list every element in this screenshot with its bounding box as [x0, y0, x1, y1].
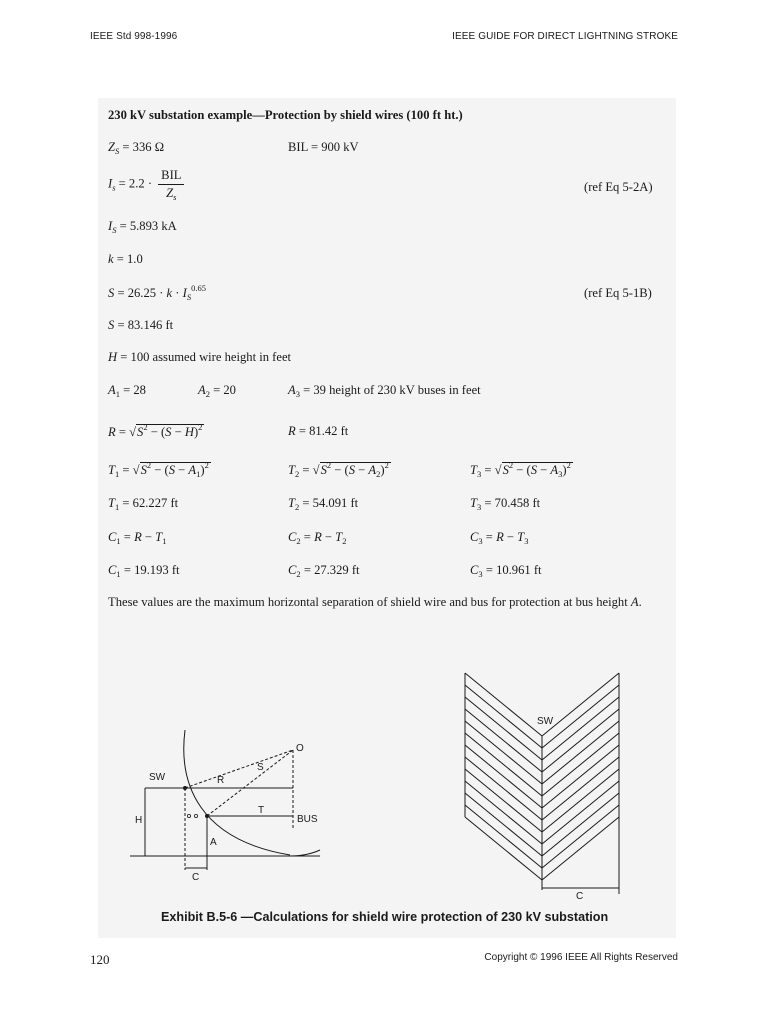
eq-c1-value: = 19.193 ft: [123, 563, 180, 577]
eq-t2-value: = 54.091 ft: [302, 496, 359, 510]
eq-s-result: S = 83.146 ft: [108, 318, 174, 332]
eq-c3-value: = 10.961 ft: [485, 563, 542, 577]
s-line: [185, 750, 293, 788]
eq-is-fraction: [158, 168, 184, 201]
ground-curve: [290, 850, 320, 856]
label-h: H: [135, 815, 143, 826]
eq-t3-formula: $T_3 = √S^2 - (S - A_3)^2$: [470, 460, 571, 479]
note-variable: A: [630, 595, 639, 609]
label-a: A: [210, 837, 217, 848]
label-o: O: [296, 743, 304, 754]
page-number: 120: [90, 952, 110, 967]
eq-bil: BIL = 900 kV: [288, 140, 359, 154]
eq-a3-value: = 39 height of 230 kV buses in feet: [303, 383, 481, 397]
eq-a1: $A_1 = 28$: [108, 383, 146, 399]
eq-is-lhs: = 2.2 ·: [118, 176, 153, 191]
eq-is-numerator: BIL: [158, 168, 184, 185]
eq-c3-result: $C_3 = 10.961$ ft: [470, 563, 542, 579]
eq-r-formula: $R = √S^2 - (S - H)^2$: [108, 422, 203, 439]
eq-a2: $A_2 = 20$: [198, 383, 236, 399]
eq-k: k = 1.0: [108, 252, 143, 266]
eq-is-formula: $I_s = 2.2$ · $\frac{\text{BIL}}{Z_s}$: [108, 168, 184, 201]
eq-a3: $A_3 = 39$ height of 230 kV buses in feet: [288, 383, 481, 399]
eq-c2-formula: $C_2 = R - T_2$: [288, 530, 347, 546]
eq-is-value: = 5.893 kA: [119, 219, 177, 233]
label-r: R: [217, 775, 225, 786]
eq-s-lhs: = 26.25 ·: [117, 286, 167, 300]
eq-s-reference: (ref Eq 5-1B): [584, 286, 652, 300]
protection-arc: [184, 730, 290, 855]
eq-is-result: $I_S = 5.893$ kA: [108, 219, 177, 235]
note-text: These values are the maximum horizontal separation of shield wire and bus for protection at bus height A.: [108, 595, 642, 609]
copyright-notice: Copyright © 1996 IEEE All Rights Reserved: [484, 952, 678, 963]
eq-a1-value: = 28: [123, 383, 146, 397]
bus-point-2: [194, 814, 197, 817]
eq-s-formula: $S = 26.25 \cdot k \cdot I_S^{0.65}$: [108, 283, 206, 302]
bus-point-1: [187, 814, 190, 817]
eq-t2-formula: $T_2 = √S^2 - (S - A_2)^2$: [288, 460, 389, 479]
label-sw-zone: SW: [537, 716, 554, 727]
eq-r-value: = 81.42 ft: [298, 424, 349, 438]
shield-wire-point: [183, 786, 187, 790]
eq-c2-result: $C_2 = 27.329$ ft: [288, 563, 360, 579]
label-bus: BUS: [297, 814, 318, 825]
eq-c1-formula: $C_1 = R - T_1$: [108, 530, 167, 546]
header-standard-id: IEEE Std 998-1996: [90, 31, 178, 42]
eq-c1-result: $C_1 = 19.193$ ft: [108, 563, 180, 579]
eq-r-result: R = 81.42 ft: [288, 424, 349, 438]
eq-t1-value: = 62.227 ft: [122, 496, 179, 510]
label-c: C: [192, 872, 200, 882]
eq-s-exponent: 0.65: [191, 283, 206, 293]
note-body: These values are the maximum horizontal separation of shield wire and bus for protection at bus height: [108, 595, 628, 609]
eq-zs: $Z_S = 336$ Ω: [108, 140, 165, 156]
eq-is-denominator: $Z_s$: [166, 186, 177, 202]
eq-c2-value: = 27.329 ft: [303, 563, 360, 577]
eq-t1-result: $T_1 = 62.227$ ft: [108, 496, 179, 512]
section-title: 230 kV substation example—Protection by shield wires (100 ft ht.): [108, 108, 463, 122]
label-s: S: [257, 762, 264, 773]
eq-a2-value: = 20: [213, 383, 236, 397]
eq-t3-value: = 70.458 ft: [484, 496, 541, 510]
eq-zs-value: = 336 Ω: [122, 140, 165, 154]
eq-s-value: = 83.146 ft: [117, 318, 174, 332]
label-sw: SW: [149, 772, 166, 783]
exhibit-caption: Exhibit B.5-6 —Calculations for shield wire protection of 230 kV substation: [161, 910, 609, 924]
eq-s-dot: ·: [172, 286, 183, 300]
eq-c3-formula: $C_3 = R - T_3$: [470, 530, 529, 546]
eq-t2-result: $T_2 = 54.091$ ft: [288, 496, 359, 512]
shield-wire-zone-diagram: [460, 668, 635, 900]
eq-k-value: = 1.0: [116, 252, 143, 266]
eq-t3-result: $T_3 = 70.458$ ft: [470, 496, 541, 512]
eq-h-value: = 100 assumed wire height in feet: [120, 350, 292, 364]
bus-point-3: [205, 814, 209, 818]
label-c-zone: C: [576, 891, 584, 900]
eq-h: H = 100 assumed wire height in feet: [108, 350, 292, 364]
label-t: T: [258, 805, 265, 816]
eq-is-reference: (ref Eq 5-2A): [584, 180, 653, 194]
shield-wire-geometry-diagram: [125, 730, 330, 882]
eq-t1-formula: $T_1 = √S^2 - (S - A_1)^2$: [108, 460, 209, 479]
header-guide-title: IEEE GUIDE FOR DIRECT LIGHTNING STROKE: [452, 31, 678, 42]
